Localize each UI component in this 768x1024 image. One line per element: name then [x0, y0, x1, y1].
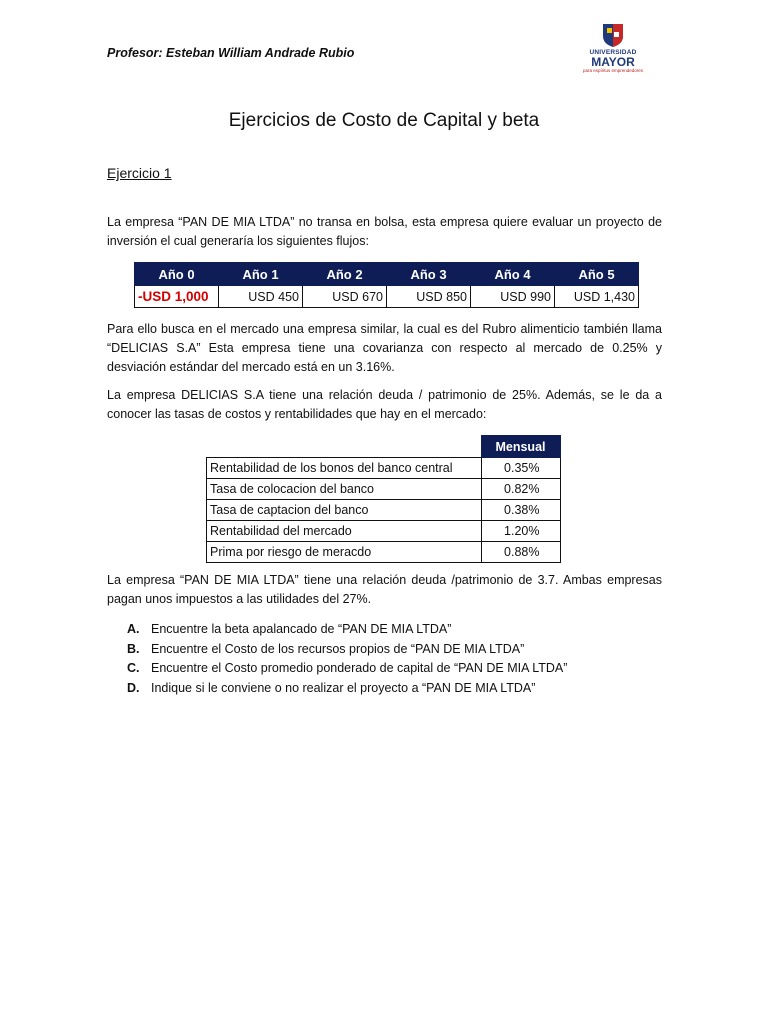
question-letter: B. [127, 641, 140, 656]
paragraph-intro: La empresa “PAN DE MIA LTDA” no transa en bolsa, esta empresa quiere evaluar un proyecto de inversión el cual generaría los siguientes flujos: [107, 215, 662, 248]
list-item [127, 640, 567, 660]
paragraph-similar-company: Para ello busca en el mercado una empresa similar, la cual es del Rubro alimenticio también llama “DELICIAS S.A” Esta empresa tiene una covarianza con respecto al mercado de 0.25% y desviación estándar del mercado está en un 3.16%. [107, 322, 662, 374]
question-text: Encuentre el Costo de los recursos propios de “PAN DE MIA LTDA” [151, 641, 525, 656]
flows-header-row [135, 263, 639, 286]
flows-value-cell: USD 670 [303, 286, 387, 308]
flows-value-cell: USD 990 [471, 286, 555, 308]
page-title: Ejercicios de Costo de Capital y beta [228, 110, 540, 131]
table-row [207, 479, 561, 500]
flows-header-cell: Año 2 [303, 263, 387, 286]
rate-value: 0.38% [481, 500, 560, 521]
list-item [127, 659, 567, 679]
table-row [207, 500, 561, 521]
question-text: Indique si le conviene o no realizar el proyecto a “PAN DE MIA LTDA” [151, 680, 536, 695]
question-letter: A. [127, 622, 140, 636]
university-logo [578, 22, 648, 78]
paragraph-target-company: La empresa “PAN DE MIA LTDA” tiene una relación deuda /patrimonio de 3.7. Ambas empresas pagan unos impuestos a las utilidades del 27%. [107, 573, 662, 606]
flows-header-cell: Año 0 [135, 263, 219, 286]
rate-value: 0.35% [481, 458, 560, 479]
question-letter: C. [127, 661, 140, 675]
paragraph-debt-ratio: La empresa DELICIAS S.A tiene una relación deuda / patrimonio de 25%. Además, se le da a conocer las tasas de costos y rentabilidades que hay en el mercado: [107, 388, 662, 421]
flows-value-cell: USD 1,430 [555, 286, 639, 308]
list-item [127, 620, 567, 640]
flows-value-cell: -USD 1,000 [135, 286, 219, 308]
logo-tagline: para espíritus emprendedores [582, 68, 644, 73]
flows-header-cell: Año 5 [555, 263, 639, 286]
rate-value: 1.20% [481, 521, 560, 542]
rate-value: 0.88% [481, 542, 560, 563]
rate-value: 0.82% [481, 479, 560, 500]
flows-header-cell: Año 4 [471, 263, 555, 286]
table-row [207, 542, 561, 563]
exercise-heading: Ejercicio 1 [107, 165, 172, 181]
rate-label: Tasa de captacion del banco [207, 500, 482, 521]
flows-header-cell: Año 3 [387, 263, 471, 286]
rate-label: Rentabilidad de los bonos del banco central [207, 458, 482, 479]
questions-list [127, 620, 567, 698]
list-item [127, 679, 567, 699]
rates-header-blank [207, 436, 482, 458]
rates-header-monthly: Mensual [481, 436, 560, 458]
question-text: Encuentre el Costo promedio ponderado de capital de “PAN DE MIA LTDA” [151, 661, 568, 675]
flows-header-cell: Año 1 [219, 263, 303, 286]
logo-line1: UNIVERSIDAD [589, 49, 637, 56]
rate-label: Rentabilidad del mercado [207, 521, 482, 542]
question-text: Encuentre la beta apalancado de “PAN DE MIA LTDA” [151, 622, 452, 636]
cash-flows-table [134, 262, 639, 308]
crest-icon [601, 22, 625, 48]
table-row [207, 458, 561, 479]
flows-value-row [135, 286, 639, 308]
flows-value-cell: USD 450 [219, 286, 303, 308]
logo-line2: MAYOR [591, 55, 635, 69]
flows-value-cell: USD 850 [387, 286, 471, 308]
market-rates-table [206, 435, 561, 563]
rate-label: Tasa de colocacion del banco [207, 479, 482, 500]
rate-label: Prima por riesgo de meracdo [207, 542, 482, 563]
table-row [207, 521, 561, 542]
rates-header-row [207, 436, 561, 458]
question-letter: D. [127, 680, 140, 695]
professor-header: Profesor: Esteban William Andrade Rubio [107, 46, 355, 60]
